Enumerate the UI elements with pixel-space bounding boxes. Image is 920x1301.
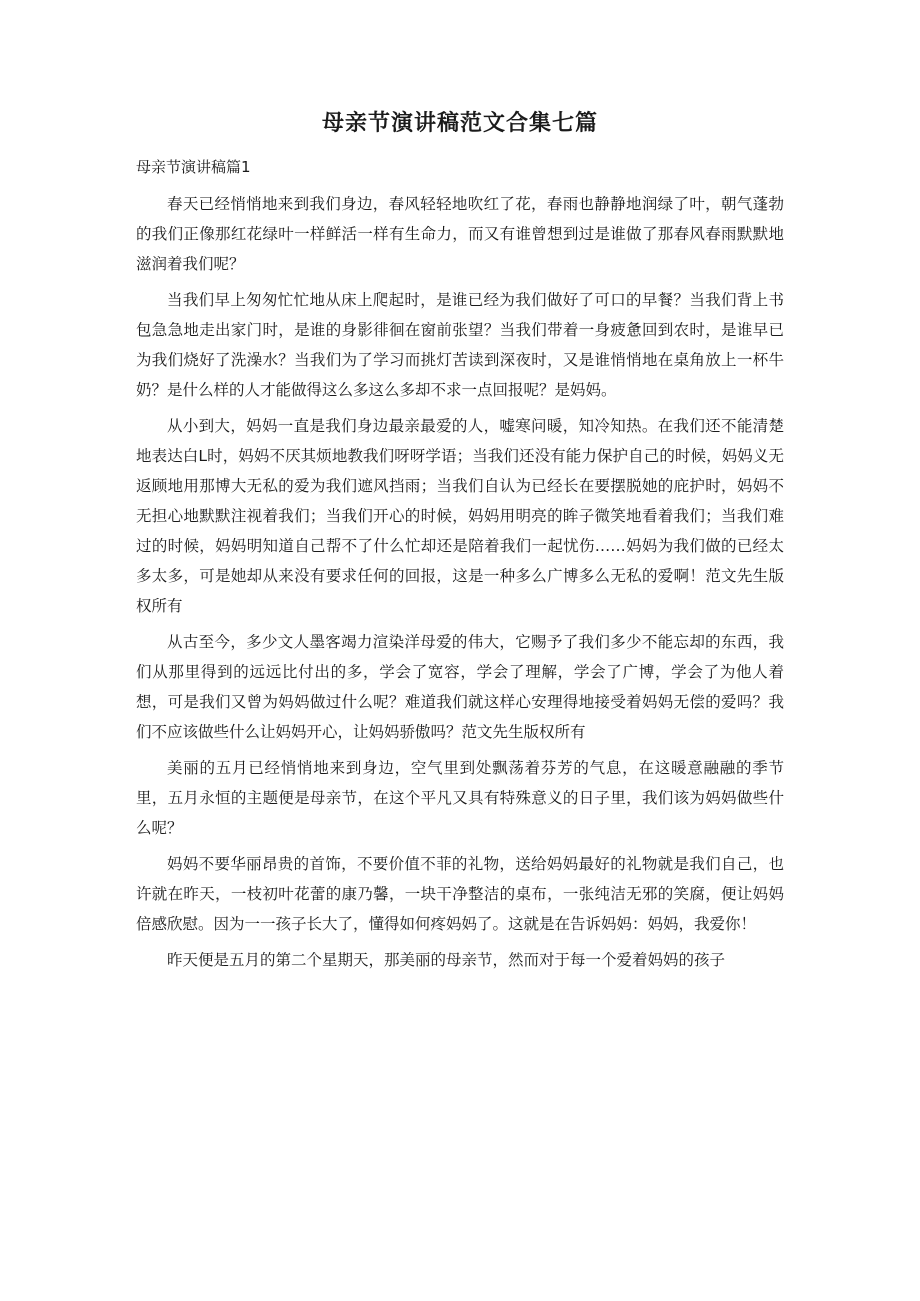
document-body: [136, 189, 784, 981]
paragraph-1: 春天已经悄悄地来到我们身边，春风轻轻地吹红了花，春雨也静静地润绿了叶，朝气蓬勃的我们正像那红花绿叶一样鲜活一样有生命力，而又有谁曾想到过是谁做了那春风春雨默默地滋润着我们呢？: [136, 195, 784, 273]
paragraph-3: 从小到大，妈妈一直是我们身边最亲最爱的人，嘘寒问暖，知冷知热。在我们还不能清楚地表达白L时，妈妈不厌其烦地教我们呀呀学语；当我们还没有能力保护自己的时候，妈妈义无返顾地用那博大无私的爱为我们遮风挡雨；当我们自认为已经长在要摆脱她的庇护时，妈妈不无担心地默默注视着我们；当我们开心的时候，妈妈用明亮的眸子微笑地看着我们；当我们难过的时候，妈妈明知道自己帮不了什么忙却还是陪着我们一起忧伤……妈妈为我们做的已经太多太多，可是她却从来没有要求任何的回报，这是一种多么广博多么无私的爱啊！范文先生版权所有: [136, 417, 784, 615]
paragraph-2: 当我们早上匆匆忙忙地从床上爬起时，是谁已经为我们做好了可口的早餐？当我们背上书包急急地走出家门时，是谁的身影徘徊在窗前张望？当我们带着一身疲惫回到农时，是谁早已为我们烧好了洗澡水？当我们为了学习而挑灯苦读到深夜时，又是谁悄悄地在桌角放上一杯牛奶？是什么样的人才能做得这么多这么多却不求一点回报呢？是妈妈。: [136, 291, 784, 399]
paragraph-4: 从古至今，多少文人墨客竭力渲染洋母爱的伟大，它赐予了我们多少不能忘却的东西，我们从那里得到的远远比付出的多，学会了宽容，学会了理解，学会了广博，学会了为他人着想，可是我们又曾为妈妈做过什么呢？难道我们就这样心安理得地接受着妈妈无偿的爱吗？我们不应该做些什么让妈妈开心，让妈妈骄傲吗？范文先生版权所有: [136, 633, 784, 741]
paragraph-6: 妈妈不要华丽昂贵的首饰，不要价值不菲的礼物，送给妈妈最好的礼物就是我们自己，也许就在昨天，一枝初叶花蕾的康乃馨，一块干净整洁的桌布，一张纯洁无邪的笑腐，便让妈妈倍感欣慰。因为一一孩子长大了，懂得如何疼妈妈了。这就是在告诉妈妈：妈妈，我爱你！: [136, 855, 784, 933]
section-heading: 母亲节演讲稿篇1: [136, 158, 251, 176]
paragraph-7: 昨天便是五月的第二个星期天，那美丽的母亲节，然而对于每一个爱着妈妈的孩子: [167, 951, 726, 969]
document-title: 母亲节演讲稿范文合集七篇: [321, 111, 598, 136]
paragraph-5: 美丽的五月已经悄悄地来到身边，空气里到处飘荡着芬芳的气息，在这暖意融融的季节里，五月永恒的主题便是母亲节，在这个平凡又具有特殊意义的日子里，我们该为妈妈做些什么呢？: [136, 759, 784, 837]
